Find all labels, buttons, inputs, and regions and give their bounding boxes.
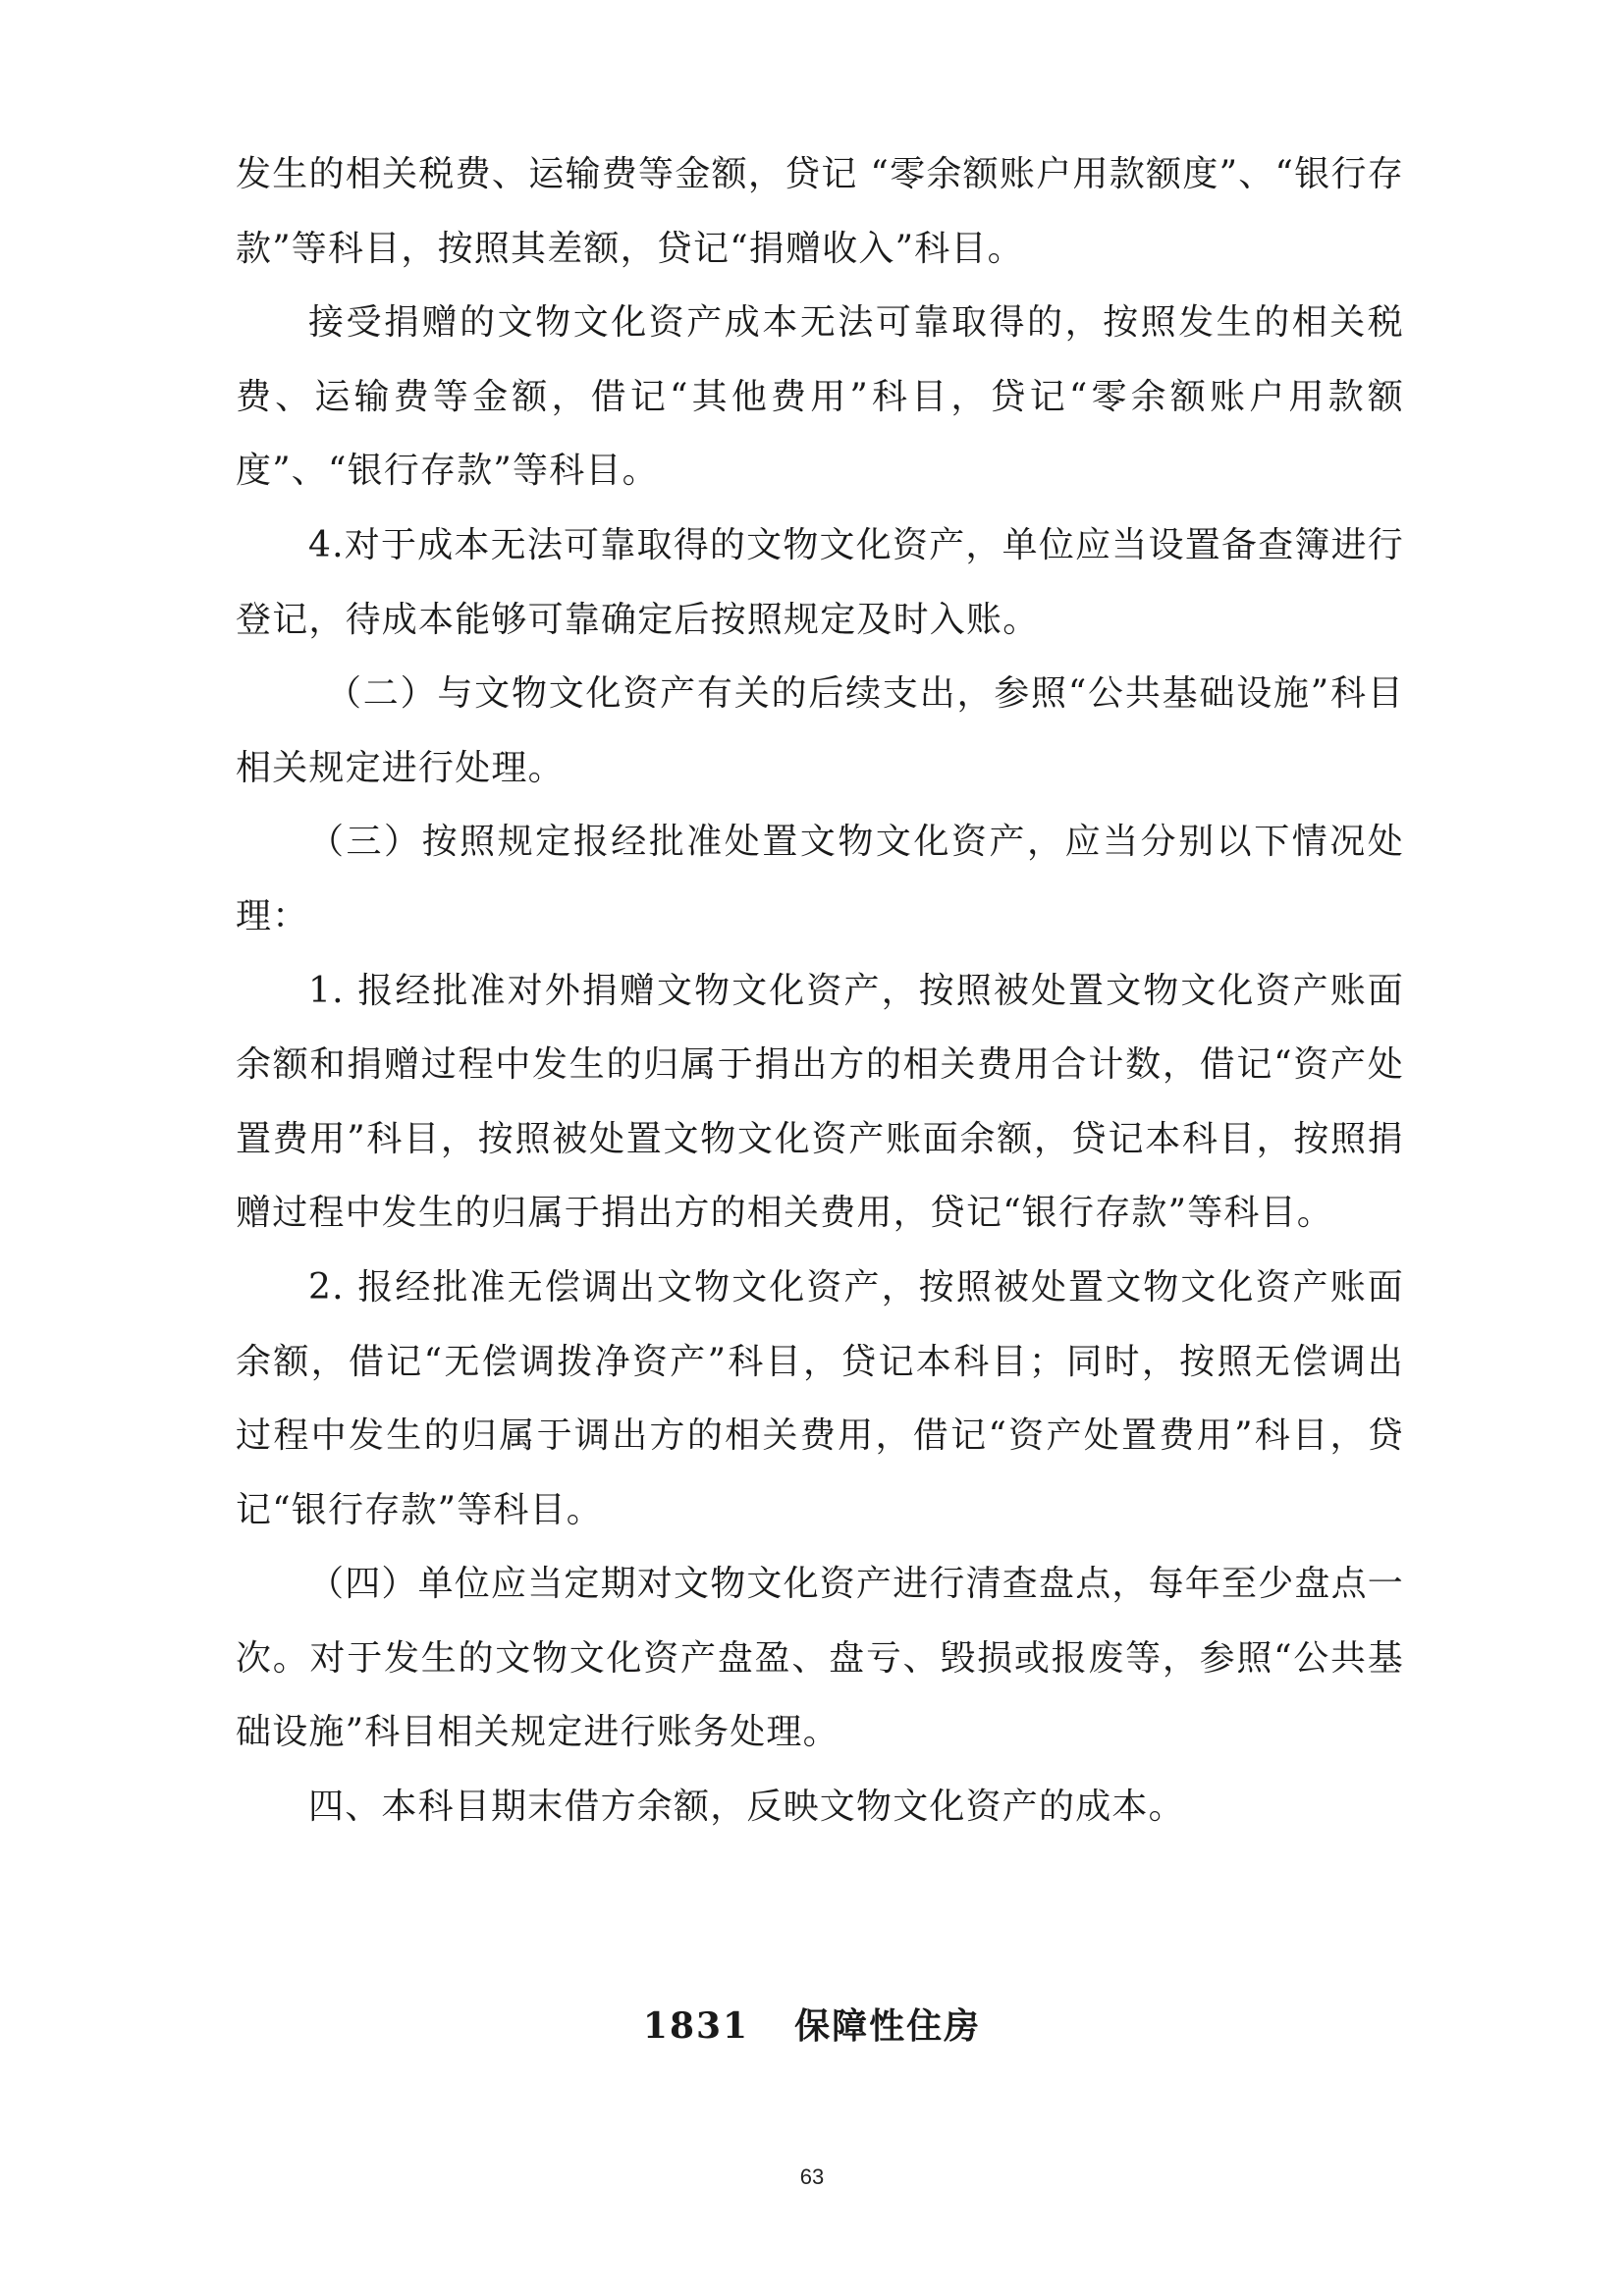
paragraph-item-2-transfer-out: 2. 报经批准无偿调出文物文化资产，按照被处置文物文化资产账面余额，借记“无偿调拨净资产”科目，贷记本科目；同时，按照无偿调出过程中发生的归属于调出方的相关费用，借记“资产处置费用”科目，贷记“银行存款”等科目。	[236, 1266, 1404, 1530]
paragraph-continuation: 发生的相关税费、运输费等金额，贷记 “零余额账户用款额度”、“银行存款”等科目，按照其差额，贷记“捐赠收入”科目。	[236, 154, 1404, 269]
paragraph-section-4: （四）单位应当定期对文物文化资产进行清查盘点，每年至少盘点一次。对于发生的文物文化资产盘盈、盘亏、毁损或报废等，参照“公共基础设施”科目相关规定进行账务处理。	[236, 1564, 1405, 1753]
paragraph-section-2: （二）与文物文化资产有关的后续支出，参照“公共基础设施”科目相关规定进行处理。	[236, 673, 1404, 788]
page-number: 63	[799, 2164, 825, 2189]
section-heading	[0, 1999, 1624, 2049]
section-code: 1831	[642, 2005, 750, 2047]
paragraph-item-4: 4.对于成本无法可靠取得的文物文化资产，单位应当设置备查簿进行登记，待成本能够可靠确定后按照规定及时入账。	[236, 524, 1404, 640]
section-title-text: 保障性住房	[794, 2005, 982, 2047]
paragraph-section-3: （三）按照规定报经批准处置文物文化资产，应当分别以下情况处理：	[236, 822, 1404, 936]
paragraph-donation-cost-unavailable: 接受捐赠的文物文化资产成本无法可靠取得的，按照发生的相关税费、运输费等金额，借记“其他费用”科目，贷记“零余额账户用款额度”、“银行存款”等科目。	[236, 302, 1404, 492]
paragraph-item-1-donation: 1. 报经批准对外捐赠文物文化资产，按照被处置文物文化资产账面余额和捐赠过程中发生的归属于捐出方的相关费用合计数，借记“资产处置费用”科目，按照被处置文物文化资产账面余额，贷记本科目，按照捐赠过程中发生的归属于捐出方的相关费用，贷记“银行存款”等科目。	[236, 970, 1404, 1234]
body-text	[236, 137, 1404, 1844]
paragraph-section-four-balance: 四、本科目期末借方余额，反映文物文化资产的成本。	[308, 1787, 1185, 1828]
